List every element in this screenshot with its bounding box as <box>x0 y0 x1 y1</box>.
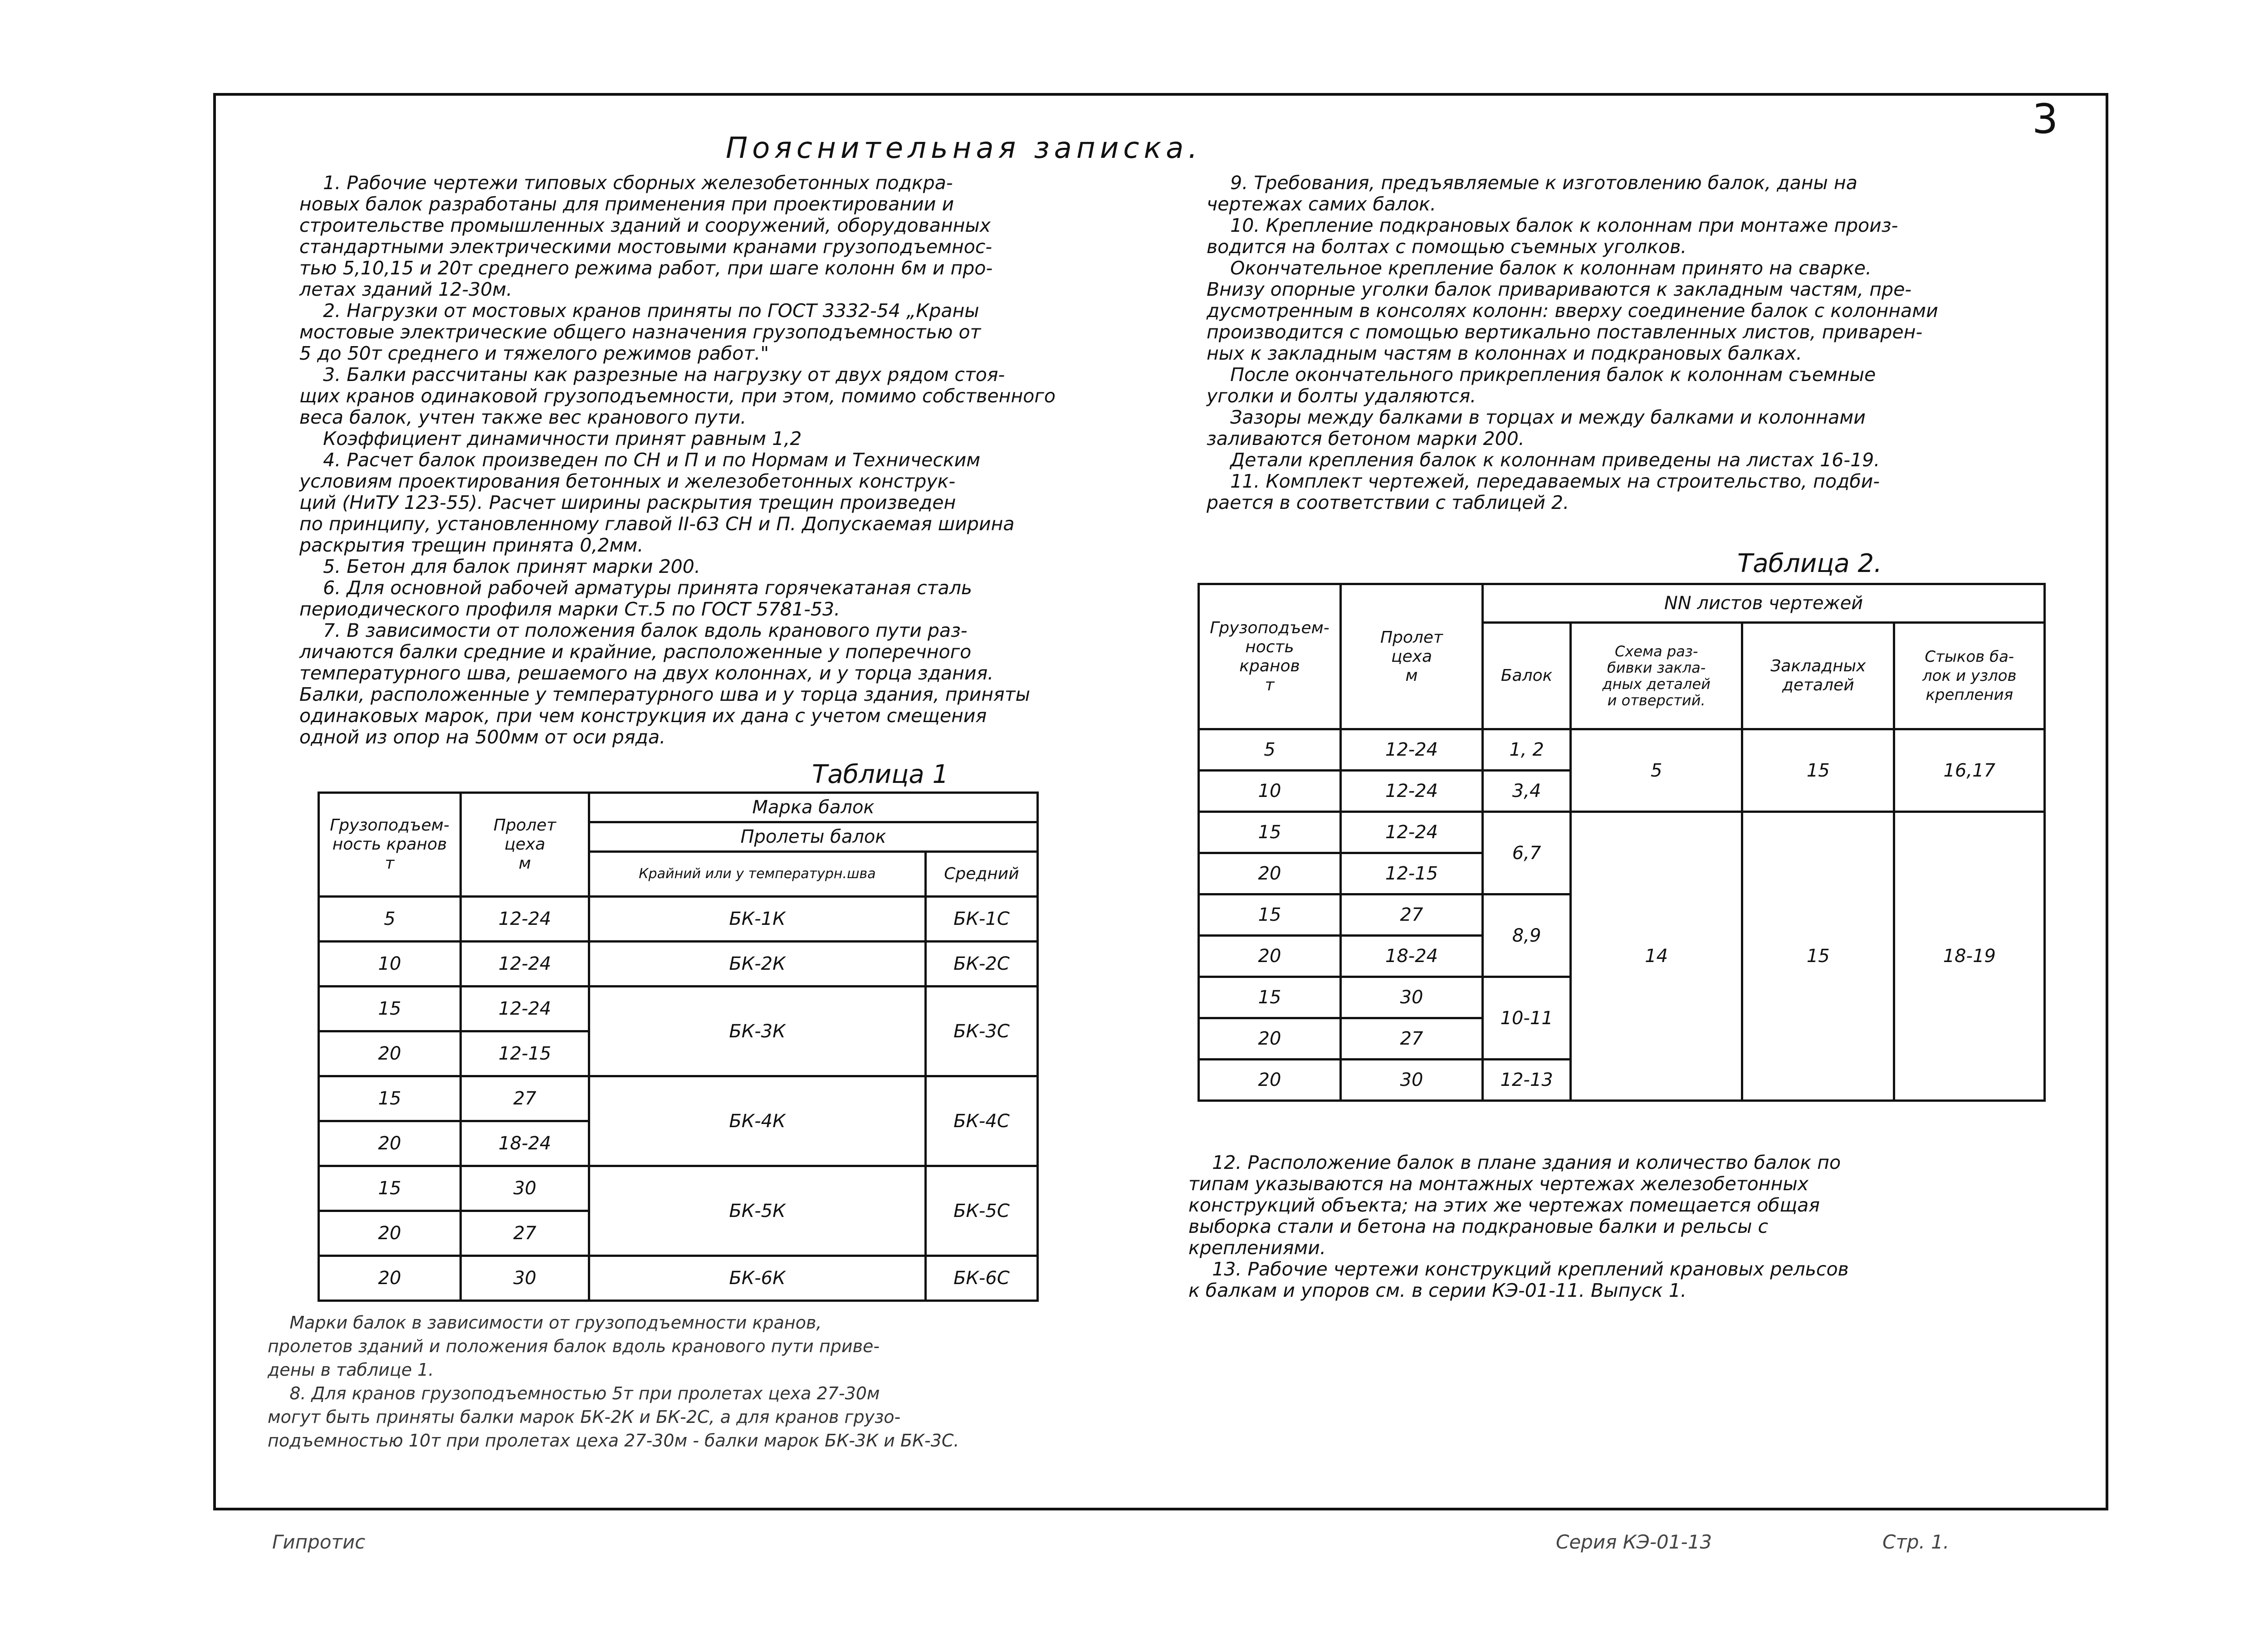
right-column-text-2: 12. Расположение балок в плане здания и количество балок по типам указываются на монтажных чертежах железобетонных конструкций объекта; на этих же чертежах помещается общая выборка стали и бетона на подкрановые балки и рельсы с креплениями. 13. Рабочие чертежи конструкций креплений крановых рельсов к балкам и упоров см. в серии КЭ-01-11. Выпуск 1. <box>1188 1152 1849 1301</box>
t1-cell: БК-3С <box>925 987 1037 1076</box>
t2-cell: 3,4 <box>1483 771 1571 812</box>
t1-cell: БК-1С <box>925 897 1037 942</box>
t2-cell: 8,9 <box>1483 894 1571 977</box>
t1-cell: 20 <box>319 1121 461 1166</box>
t1-cell: 20 <box>319 1211 461 1256</box>
t2-header-joints: Стыков ба- лок и узлов крепления <box>1894 623 2045 729</box>
t1-cell: 18-24 <box>461 1121 589 1166</box>
t1-header-mid: Средний <box>925 852 1037 897</box>
t2-cell: 12-24 <box>1341 812 1483 853</box>
t2-cell: 20 <box>1199 853 1341 894</box>
t1-cell: 15 <box>319 1076 461 1121</box>
t1-cell: 15 <box>319 1166 461 1211</box>
t2-cell: 12-15 <box>1341 853 1483 894</box>
t1-cell: 20 <box>319 1256 461 1301</box>
t2-cell: 14 <box>1571 812 1742 1101</box>
t1-cell: 12-24 <box>461 942 589 987</box>
t2-cell: 15 <box>1199 812 1341 853</box>
page-number: 3 <box>2032 95 2058 143</box>
t2-cell: 15 <box>1742 812 1894 1101</box>
t2-cell: 16,17 <box>1894 729 2045 812</box>
t1-cell: БК-4К <box>589 1076 926 1166</box>
t2-cell: 12-24 <box>1341 729 1483 771</box>
t1-cell: 12-24 <box>461 987 589 1031</box>
t2-cell: 1, 2 <box>1483 729 1571 771</box>
t1-cell: БК-6С <box>925 1256 1037 1301</box>
t2-cell: 15 <box>1199 977 1341 1018</box>
table2-caption: Таблица 2. <box>1737 549 1882 578</box>
t1-cell: БК-5К <box>589 1166 926 1256</box>
t1-cell: БК-6К <box>589 1256 926 1301</box>
t1-header-span: Пролет цеха м <box>461 793 589 897</box>
t1-cell: 27 <box>461 1211 589 1256</box>
t2-cell: 20 <box>1199 936 1341 977</box>
t1-cell: 12-15 <box>461 1031 589 1076</box>
t2-header-capacity: Грузоподъем- ность кранов т <box>1199 584 1341 729</box>
t1-header-capacity: Грузоподъем- ность кранов т <box>319 793 461 897</box>
t2-cell: 30 <box>1341 1060 1483 1101</box>
t2-cell: 20 <box>1199 1018 1341 1060</box>
t1-header-spans: Пролеты балок <box>589 822 1038 852</box>
table1 <box>318 792 1039 1302</box>
t1-cell: 30 <box>461 1166 589 1211</box>
t2-cell: 15 <box>1742 729 1894 812</box>
t2-cell: 27 <box>1341 894 1483 936</box>
t2-header-beams: Балок <box>1483 623 1571 729</box>
t2-header-embedded: Закладных деталей <box>1742 623 1894 729</box>
t1-cell: БК-1К <box>589 897 926 942</box>
t2-cell: 12-24 <box>1341 771 1483 812</box>
t2-header-span: Пролет цеха м <box>1341 584 1483 729</box>
right-column-text: 9. Требования, предъявляемые к изготовлению балок, даны на чертежах самих балок. 10. Крепление подкрановых балок к колоннам при монтаже произ- водится на болтах с помощью съемных уголков. Окончательное крепление балок к колоннам принято на сварке. Внизу опорные уголки балок привариваются к закладным частям, пре- дусмотренным в консолях колонн: вверху соединение балок с колоннами производится с помощью вертикально поставленных листов, приварен- ных к закладным частям в колоннах и подкрановых балках. После окончательного прикрепления балок к колоннам съемные уголки и болты удаляются. Зазоры между балками в торцах и между балками и колоннами заливаются бетоном марки 200. Детали крепления балок к колоннам приведены на листах 16-19. 11. Комплект чертежей, передаваемых на строительство, подби- рается в соответствии с таблицей 2. <box>1207 172 1938 513</box>
t1-cell: 5 <box>319 897 461 942</box>
t2-header-sheets: NN листов чертежей <box>1483 584 2045 623</box>
t2-cell: 27 <box>1341 1018 1483 1060</box>
t2-cell: 5 <box>1199 729 1341 771</box>
table1-caption: Таблица 1 <box>812 760 949 789</box>
t1-cell: 15 <box>319 987 461 1031</box>
t1-cell: 20 <box>319 1031 461 1076</box>
t1-cell: 27 <box>461 1076 589 1121</box>
footer-page: Стр. 1. <box>1882 1531 1950 1553</box>
t1-cell: БК-3К <box>589 987 926 1076</box>
left-column-text: 1. Рабочие чертежи типовых сборных железобетонных подкра- новых балок разработаны для применения при проектировании и строительстве промышленных зданий и сооружений, оборудованных стандартными электрическими мостовыми кранами грузоподъемнос- тью 5,10,15 и 20т среднего режима работ, при шаге колонн 6м и про- летах зданий 12-30м. 2. Нагрузки от мостовых кранов приняты по ГОСТ 3332-54 „Краны мостовые электрические общего назначения грузоподъемностью от 5 до 50т среднего и тяжелого режимов работ." 3. Балки рассчитаны как разрезные на нагрузку от двух рядом стоя- щих кранов одинаковой грузоподъемности, при этом, помимо собственного веса балок, учтен также вес кранового пути. Коэффициент динамичности принят равным 1,2 4. Расчет балок произведен по СН и П и по Нормам и Техническим условиям проектирования бетонных и железобетонных конструк- ций (НиТУ 123-55). Расчет ширины раскрытия трещин произведен по принципу, установленному главой II-63 СН и П. Допускаемая ширина раскрытия трещин принята 0,2мм. 5. Бетон для балок принят марки 200. 6. Для основной рабочей арматуры принята горячекатаная сталь периодического профиля марки Ст.5 по ГОСТ 5781-53. 7. В зависимости от положения балок вдоль кранового пути раз- личаются балки средние и крайние, расположенные у поперечного температурного шва, решаемого на двух колоннах, и у торца здания. Балки, расположенные у температурного шва и у торца здания, приняты одинаковых марок, при чем конструкция их дана с учетом смещения одной из опор на 500мм от оси ряда. <box>299 172 1056 748</box>
t2-cell: 18-19 <box>1894 812 2045 1101</box>
t2-cell: 6,7 <box>1483 812 1571 894</box>
bottom-notes: Марки балок в зависимости от грузоподъемности кранов, пролетов зданий и положения балок вдоль кранового пути приве- дены в таблице 1. 8. Для кранов грузоподъемностью 5т при пролетах цеха 27-30м могут быть приняты балки марок БК-2К и БК-2С, а для кранов грузо- подъемностью 10т при пролетах цеха 27-30м - балки марок БК-3К и БК-3С. <box>268 1313 959 1451</box>
t1-cell: БК-2С <box>925 942 1037 987</box>
t2-cell: 10 <box>1199 771 1341 812</box>
t2-header-scheme: Схема раз- бивки закла- дных деталей и отверстий. <box>1571 623 1742 729</box>
t2-cell: 30 <box>1341 977 1483 1018</box>
t2-cell: 18-24 <box>1341 936 1483 977</box>
t1-cell: БК-5С <box>925 1166 1037 1256</box>
t2-cell: 12-13 <box>1483 1060 1571 1101</box>
t1-cell: БК-2К <box>589 942 926 987</box>
t1-cell: 30 <box>461 1256 589 1301</box>
t1-cell: БК-4С <box>925 1076 1037 1166</box>
footer-series: Серия КЭ-01-13 <box>1556 1531 1712 1553</box>
t1-cell: 12-24 <box>461 897 589 942</box>
t2-cell: 20 <box>1199 1060 1341 1101</box>
t1-cell: 10 <box>319 942 461 987</box>
table2 <box>1198 583 2046 1102</box>
t1-header-brand: Марка балок <box>589 793 1038 822</box>
t2-cell: 15 <box>1199 894 1341 936</box>
footer-left: Гипротис <box>272 1531 366 1553</box>
t1-header-edge: Крайний или у температурн.шва <box>589 852 926 897</box>
page-title: Пояснительная записка. <box>726 132 1202 165</box>
t2-cell: 5 <box>1571 729 1742 812</box>
t2-cell: 10-11 <box>1483 977 1571 1060</box>
